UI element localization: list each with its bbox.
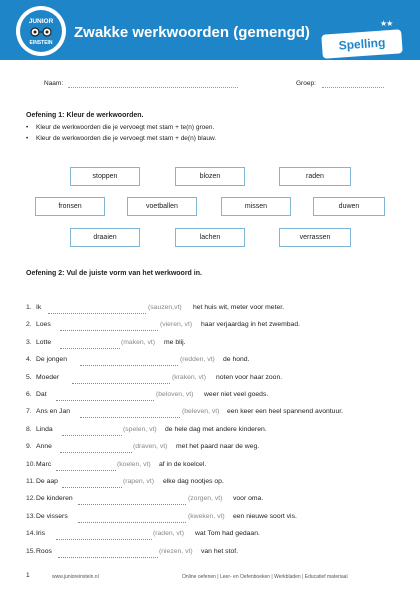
word-box-stoppen[interactable]: stoppen: [70, 167, 140, 186]
name-field[interactable]: [68, 87, 238, 88]
sentence-number: 10.: [26, 461, 36, 468]
sentence-row: [26, 546, 52, 558]
instruction-bullet: • Kleur de werkwoorden die je vervoegt met stam + de(n) blauw.: [26, 135, 217, 142]
sentence-row: [26, 389, 47, 401]
sentence-number: 3.: [26, 339, 32, 346]
answer-blank[interactable]: [60, 348, 120, 349]
sentence-number: 12.: [26, 495, 36, 502]
sentence-subject: Ik: [36, 304, 42, 311]
word-box-missen[interactable]: missen: [221, 197, 291, 216]
verb-hint: (rapen, vt): [123, 478, 154, 485]
answer-blank[interactable]: [62, 487, 122, 488]
sentence-row: [26, 441, 52, 453]
verb-hint: (niezen, vt): [159, 548, 193, 555]
sentence-subject: Roos: [36, 548, 52, 555]
group-field[interactable]: [322, 87, 384, 88]
sentence-number: 14.: [26, 530, 36, 537]
verb-hint: (kraken, vt): [172, 374, 206, 381]
name-label: Naam:: [44, 80, 64, 87]
answer-blank[interactable]: [58, 557, 158, 558]
sentence-subject: De kinderen: [36, 495, 73, 502]
instruction-text: Kleur de werkwoorden die je vervoegt met stam + te(n) groen.: [36, 124, 215, 131]
answer-blank[interactable]: [48, 313, 146, 314]
sentence-rest: haar verjaardag in het zwembad.: [201, 321, 300, 328]
sentence-row: [26, 337, 51, 349]
verb-hint: (spelen, vt): [123, 426, 157, 433]
junior-einstein-logo: [16, 6, 66, 56]
answer-blank[interactable]: [80, 417, 180, 418]
sentence-row: [26, 493, 73, 505]
word-box-verrassen[interactable]: verrassen: [279, 228, 351, 247]
sentence-number: 13.: [26, 513, 36, 520]
sentence-subject: Lotte: [36, 339, 52, 346]
sentence-row: [26, 459, 51, 471]
sentence-rest: de hond.: [223, 356, 250, 363]
sentence-number: 6.: [26, 391, 32, 398]
sentence-subject: Ans en Jan: [36, 408, 71, 415]
exercise-1-title: Oefening 1: Kleur de werkwoorden.: [26, 112, 144, 119]
sentence-row: [26, 511, 68, 523]
page-header: [0, 0, 420, 60]
group-label: Groep:: [296, 80, 316, 87]
sentence-number: 5.: [26, 374, 32, 381]
answer-blank[interactable]: [78, 522, 186, 523]
sentence-row: [26, 354, 67, 366]
sentence-subject: De vissers: [36, 513, 68, 520]
verb-hint: (draven, vt): [133, 443, 168, 450]
sentence-row: [26, 528, 45, 540]
exercise-2-title: Oefening 2: Vul de juiste vorm van het werkwoord in.: [26, 270, 202, 277]
verb-hint: (beleven, vt): [182, 408, 220, 415]
instruction-text: Kleur de werkwoorden die je vervoegt met stam + de(n) blauw.: [36, 135, 217, 142]
answer-blank[interactable]: [78, 504, 186, 505]
answer-blank[interactable]: [72, 383, 170, 384]
answer-blank[interactable]: [56, 539, 152, 540]
sentence-number: 15.: [26, 548, 36, 555]
verb-hint: (zorgen, vt): [188, 495, 223, 502]
answer-blank[interactable]: [56, 400, 154, 401]
sentence-row: [26, 319, 51, 331]
sentence-number: 8.: [26, 426, 32, 433]
sentence-rest: weer niet veel goeds.: [204, 391, 269, 398]
sentence-rest: elke dag nootjes op.: [163, 478, 224, 485]
sentence-number: 1.: [26, 304, 32, 311]
logo-text-bottom: EINSTEIN: [29, 40, 53, 46]
sentence-row: [26, 372, 59, 384]
verb-hint: (beloven, vt): [156, 391, 194, 398]
verb-hint: (maken, vt): [121, 339, 155, 346]
sentence-number: 11.: [26, 478, 35, 485]
sentence-number: 7.: [26, 408, 32, 415]
sentence-rest: wat Tom had gedaan.: [195, 530, 260, 537]
sentence-rest: noten voor haar zoon.: [216, 374, 283, 381]
difficulty-stars: ★★: [380, 19, 393, 28]
sentence-subject: De aap: [36, 478, 58, 485]
answer-blank[interactable]: [60, 452, 132, 453]
sentence-subject: Marc: [36, 461, 52, 468]
sentence-row: [26, 476, 58, 488]
sentence-subject: Dat: [36, 391, 47, 398]
sentence-rest: het huis wit, meter voor meter.: [193, 304, 285, 311]
footer-url[interactable]: www.junioreinstein.nl: [52, 574, 99, 580]
word-box-fronsen[interactable]: fronsen: [35, 197, 105, 216]
sentence-rest: de hele dag met andere kinderen.: [165, 426, 267, 433]
word-box-draaien[interactable]: draaien: [70, 228, 140, 247]
sentence-row: [26, 302, 41, 314]
page-number: 1: [26, 572, 30, 579]
sentence-subject: Linda: [36, 426, 53, 433]
subject-badge: Spelling: [321, 29, 402, 59]
verb-hint: (sauzen,vt): [148, 304, 182, 311]
answer-blank[interactable]: [60, 330, 158, 331]
sentence-rest: af in de koelcel.: [159, 461, 207, 468]
glasses-icon: [29, 27, 53, 37]
sentence-subject: De jongen: [36, 356, 67, 363]
sentence-rest: een nieuwe soort vis.: [233, 513, 297, 520]
word-box-duwen[interactable]: duwen: [313, 197, 385, 216]
verb-hint: (redden, vt): [180, 356, 215, 363]
sentence-rest: een keer een heel spannend avontuur.: [227, 408, 344, 415]
sentence-number: 9.: [26, 443, 32, 450]
sentence-rest: voor oma.: [233, 495, 264, 502]
sentence-rest: met het paard naar de weg.: [176, 443, 260, 450]
sentence-number: 4.: [26, 356, 32, 363]
page-title: Zwakke werkwoorden (gemengd): [74, 24, 310, 41]
sentence-row: [26, 406, 70, 418]
word-box-blozen[interactable]: blozen: [175, 167, 245, 186]
word-box-raden[interactable]: raden: [279, 167, 351, 186]
verb-hint: (kweken, vt): [188, 513, 225, 520]
sentence-subject: Moeder: [36, 374, 60, 381]
verb-hint: (raden, vt): [153, 530, 184, 537]
sentence-subject: Anne: [36, 443, 52, 450]
sentence-row: [26, 424, 53, 436]
verb-hint: (koelen, vt): [117, 461, 151, 468]
instruction-bullet: • Kleur de werkwoorden die je vervoegt met stam + te(n) groen.: [26, 124, 215, 131]
sentence-rest: van het stof.: [201, 548, 239, 555]
answer-blank[interactable]: [62, 435, 122, 436]
footer-links: Online oefenen | Leer- en Oefenboeken | Werkbladen | Educatief materiaal: [182, 574, 348, 580]
answer-blank[interactable]: [80, 365, 178, 366]
sentence-subject: Iris: [36, 530, 46, 537]
sentence-rest: me blij.: [164, 339, 186, 346]
sentence-number: 2.: [26, 321, 32, 328]
verb-hint: (vieren, vt): [160, 321, 193, 328]
word-box-lachen[interactable]: lachen: [175, 228, 245, 247]
word-box-voetballen[interactable]: voetballen: [127, 197, 197, 216]
logo-text-top: JUNIOR: [28, 18, 54, 25]
answer-blank[interactable]: [56, 470, 116, 471]
sentence-subject: Loes: [36, 321, 51, 328]
